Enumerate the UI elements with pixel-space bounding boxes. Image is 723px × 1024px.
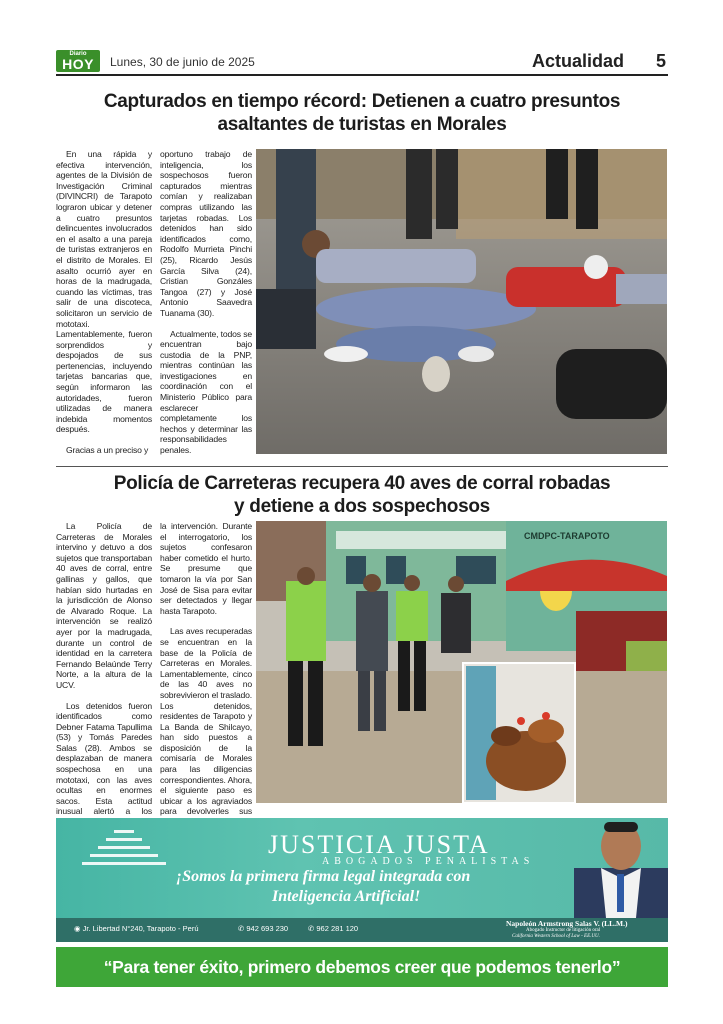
article2-headline-line2: y detiene a dos sospechosos xyxy=(234,496,490,517)
detainees-photo-illustration xyxy=(256,149,667,454)
quote-banner: “Para tener éxito, primero debemos creer que podemos tenerlo” xyxy=(56,947,668,987)
logo-small-text: Diario xyxy=(69,51,87,57)
ad-firm-subtitle: ABOGADOS PENALISTAS xyxy=(322,856,535,867)
article1-column-1 xyxy=(56,149,152,466)
article2-paragraph-2: Los detenidos fueron identificados como Debner Fatama Tapullima (53) y Tomás Paredes Salas (28). Ambos se desplazaban de manera sospechosa en una mototaxi, con las aves ocultas en enormes sacos. Esta actitud inusual alertó a los xyxy=(56,700,152,817)
location-icon: ◉ xyxy=(74,924,83,933)
article1-headline-line1: Capturados en tiempo récord: Detienen a cuatro presuntos xyxy=(103,91,621,112)
ad-lawyer-name: Napoleón Armstrong Salas V. (LL.M.) xyxy=(506,919,628,928)
lawyer-portrait xyxy=(574,822,668,918)
ad-phone-1-text: 942 693 230 xyxy=(246,924,289,933)
article1-paragraph-2: Gracias a un preciso y xyxy=(66,445,149,456)
chickens-inset xyxy=(463,663,575,803)
article-divider xyxy=(56,466,668,467)
article1-paragraph-1: En una rápida y efectiva intervención, agentes de la División de Investigación Criminal (DIVINCRI) de Tarapoto lograron ubicar y detener a cuatro presuntos delincuentes involucrados en el asalto a una pareja de turistas extranjeros en el distrito de Morales. El asalto ocurrió ayer en horas de la madrugada, cuando las víctimas, tras salir de una discoteca, solicitaron un servicio de mototaxi. Lamentablemente, fueron sorprendidos y despojados de sus pertenencias, incluyendo tarjetas bancarias que, según informaron las autoridades, fueron utilizadas de manera indebida momentos después. xyxy=(56,149,152,435)
article1-paragraph-4: Actualmente, todos se encuentran bajo custodia de la PNP, mientras continúan las investigaciones en coordinación con el Ministerio Público para esclarecer completamente los hechos y determinar las responsabilidades penales. xyxy=(160,328,252,456)
article2-column-1 xyxy=(56,521,152,848)
article2-column-2 xyxy=(160,521,252,838)
station-sign-text: CMDPC-TARAPOTO xyxy=(524,531,610,541)
page-number: 5 xyxy=(655,51,666,71)
ad-phone-2-text: 962 281 120 xyxy=(316,924,359,933)
ad-lawyer-school: California Western School of Law - EE.UU. xyxy=(512,934,600,939)
phone-icon: ✆ xyxy=(238,924,247,933)
article2-paragraph-1: La Policía de Carreteras de Morales intervino y detuvo a dos sujetos que transportaban 40 aves de corral, entre gallinas y gallos, que habían sido hurtadas en la jurisdicción de Alonso de Alvarado Roque. La intervención se realizó ayer por la madrugada, durante un control de identidad en la carretera Fernando Belaúnde Terry Norte, a la altura de la UCV. xyxy=(56,521,152,690)
article1-headline-line2: asaltantes de turistas en Morales xyxy=(217,114,507,135)
ad-address-text: Jr. Libertad N°240, Tarapoto - Perú xyxy=(82,924,199,933)
article2-headline-line1: Policía de Carreteras recupera 40 aves de corral robadas xyxy=(113,473,611,494)
ad-firm-name: JUSTICIA JUSTA xyxy=(268,830,490,859)
ad-lawyer-role: Abogado Instructor de litigación oral xyxy=(526,928,601,933)
ad-slogan-line1: ¡Somos la primera firma legal integrada con xyxy=(176,868,471,885)
ad-phone-2[interactable] xyxy=(308,924,358,933)
ad-phone-1[interactable] xyxy=(238,924,288,933)
ad-slogan-line2: Inteligencia Artificial! xyxy=(272,888,421,905)
courthouse-icon xyxy=(82,830,166,865)
article2-headline xyxy=(56,472,668,518)
law-firm-advertisement[interactable] xyxy=(56,818,668,942)
article1-photo xyxy=(256,149,667,454)
article1-column-2 xyxy=(160,149,252,466)
logo-big-text: HOY xyxy=(62,56,94,72)
header-rule xyxy=(56,74,668,76)
article2-paragraph-4: Las aves recuperadas se encuentran en la base de la Policía de Carreteras en Morales. Lamentablemente, cinco de las 40 aves no sobrevivieron el traslado. Los detenidos, residentes de Tarapoto y La Banda de Shilcayo, han sido puestos a disposición de la comisaría de Morales para las diligencias correspondientes. Ahora, el siguiente paso es ubicar a los agraviados para devolverles sus xyxy=(160,626,252,817)
article1-paragraph-3: oportuno trabajo de inteligencia, los sospechosos fueron capturados mientras comían y realizaban compras utilizando las tarjetas robadas. Los detenidos han sido identificados como, Rodolfo Murrieta Pinchi (25), Ricardo Jesús García Silva (24), Cristian Gonzáles Tangoa (27) y José Antonio Saavedra Tuanama (30). xyxy=(160,149,252,318)
newspaper-logo[interactable] xyxy=(56,50,100,72)
ad-address xyxy=(74,924,198,933)
police-station-photo-illustration xyxy=(256,521,667,803)
section-title: Actualidad xyxy=(531,51,624,71)
article2-paragraph-3: la intervención. Durante el interrogatorio, los sujetos confesaron haber cometido el hurto. Se presume que tomaron la vía por San José de Sisa para evitar ser detectados y llegar hasta Tarapoto. xyxy=(160,521,252,616)
page-header xyxy=(56,50,668,76)
article1-headline xyxy=(56,90,668,136)
whatsapp-icon: ✆ xyxy=(308,924,317,933)
article2-photo xyxy=(256,521,667,803)
issue-date: Lunes, 30 de junio de 2025 xyxy=(110,55,255,69)
